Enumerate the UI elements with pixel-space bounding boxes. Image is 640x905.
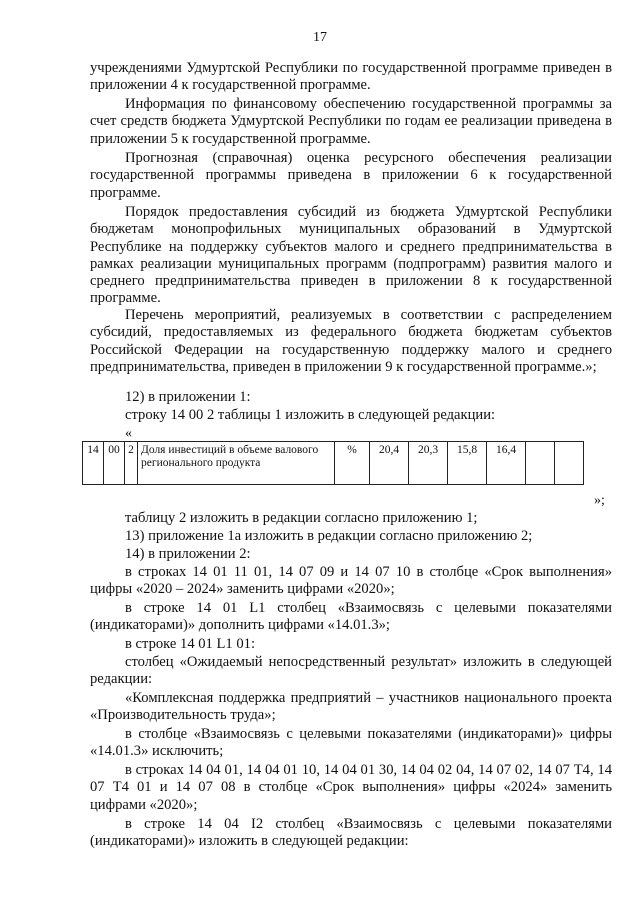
cell-code-1: 14 — [83, 442, 104, 485]
cell-code-2: 00 — [104, 442, 125, 485]
paragraph-i2-indicators: в строке 14 04 I2 столбец «Взаимосвязь с целевыми показателями (индикаторами)» изложить в следующей редакции: — [90, 816, 612, 850]
cell-code-3: 2 — [125, 442, 138, 485]
paragraph-financing: Информация по финансовому обеспечению государственной программы за счет средств бюджета Удмуртской Республики по годам ее реализации приведена в приложении 5 к государственной программе. — [90, 96, 612, 147]
quote-open: « — [125, 426, 132, 441]
paragraph-expected-result: столбец «Ожидаемый непосредственный результат» изложить в следующей редакции: — [90, 654, 612, 688]
cell-value-6 — [555, 442, 584, 485]
indicator-table — [82, 441, 584, 485]
cell-value-5 — [526, 442, 555, 485]
table-row — [83, 442, 584, 485]
item-12: 12) в приложении 1: — [125, 389, 251, 405]
after-table-line-3: 14) в приложении 2: — [125, 546, 251, 562]
paragraph-exclude-indicator: в столбце «Взаимосвязь с целевыми показателями (индикаторами)» цифры «14.01.3» исключить; — [90, 726, 612, 760]
paragraph-deadline-change: в строках 14 01 11 01, 14 07 09 и 14 07 10 в столбце «Срок выполнения» цифры «2020 – 2024» заменить цифрами «2020»; — [90, 564, 612, 598]
quote-close: »; — [594, 493, 605, 508]
after-table-line-2: 13) приложение 1а изложить в редакции согласно приложению 2; — [125, 528, 533, 544]
paragraph-complex-support: «Комплексная поддержка предприятий – участников национального проекта «Производительность труда»; — [90, 690, 612, 724]
line-l1-01: в строке 14 01 L1 01: — [125, 636, 256, 652]
paragraph-subsidy-procedure: Порядок предоставления субсидий из бюджета Удмуртской Республики бюджетам монопрофильных муниципальных образований в Удмуртской Республике на поддержку субъектов малого и среднего предпринимательства в рамках реализации муниципальных программ (подпрограмм) развития малого и среднего предпринимательства приведен в приложении 8 к государственной программе. — [90, 204, 612, 307]
page-number: 17 — [313, 30, 327, 45]
paragraph-continuation: учреждениями Удмуртской Республики по государственной программе приведен в приложении 4 к государственной программе. — [90, 60, 612, 94]
cell-indicator-name: Доля инвестиций в объеме валового регионального продукта — [138, 442, 335, 485]
paragraph-forecast: Прогнозная (справочная) оценка ресурсного обеспечения реализации государственной программы приведена в приложении 6 к государственной программе. — [90, 150, 612, 201]
cell-value-4: 16,4 — [487, 442, 526, 485]
paragraph-rows-2024: в строках 14 04 01, 14 04 01 10, 14 04 01 30, 14 04 02 04, 14 07 02, 14 07 Т4, 14 07 Т4 01 и 14 07 08 в столбце «Срок выполнения» цифры «2024» заменить цифрами «2020»; — [90, 762, 612, 813]
cell-value-3: 15,8 — [448, 442, 487, 485]
row-instruction: строку 14 00 2 таблицы 1 изложить в следующей редакции: — [125, 407, 496, 423]
cell-value-2: 20,3 — [409, 442, 448, 485]
paragraph-activities-list: Перечень мероприятий, реализуемых в соответствии с распределением субсидий, предоставляемых из федерального бюджета бюджетам субъектов Российской Федерации на государственную поддержку малого и среднего предпринимательства, приведен в приложении 9 к государственной программе.»; — [90, 307, 612, 375]
cell-value-1: 20,4 — [370, 442, 409, 485]
after-table-line-1: таблицу 2 изложить в редакции согласно приложению 1; — [125, 510, 478, 526]
cell-unit: % — [335, 442, 370, 485]
paragraph-l1-indicators: в строке 14 01 L1 столбец «Взаимосвязь с целевыми показателями (индикаторами)» дополнить цифрами «14.01.3»; — [90, 600, 612, 634]
